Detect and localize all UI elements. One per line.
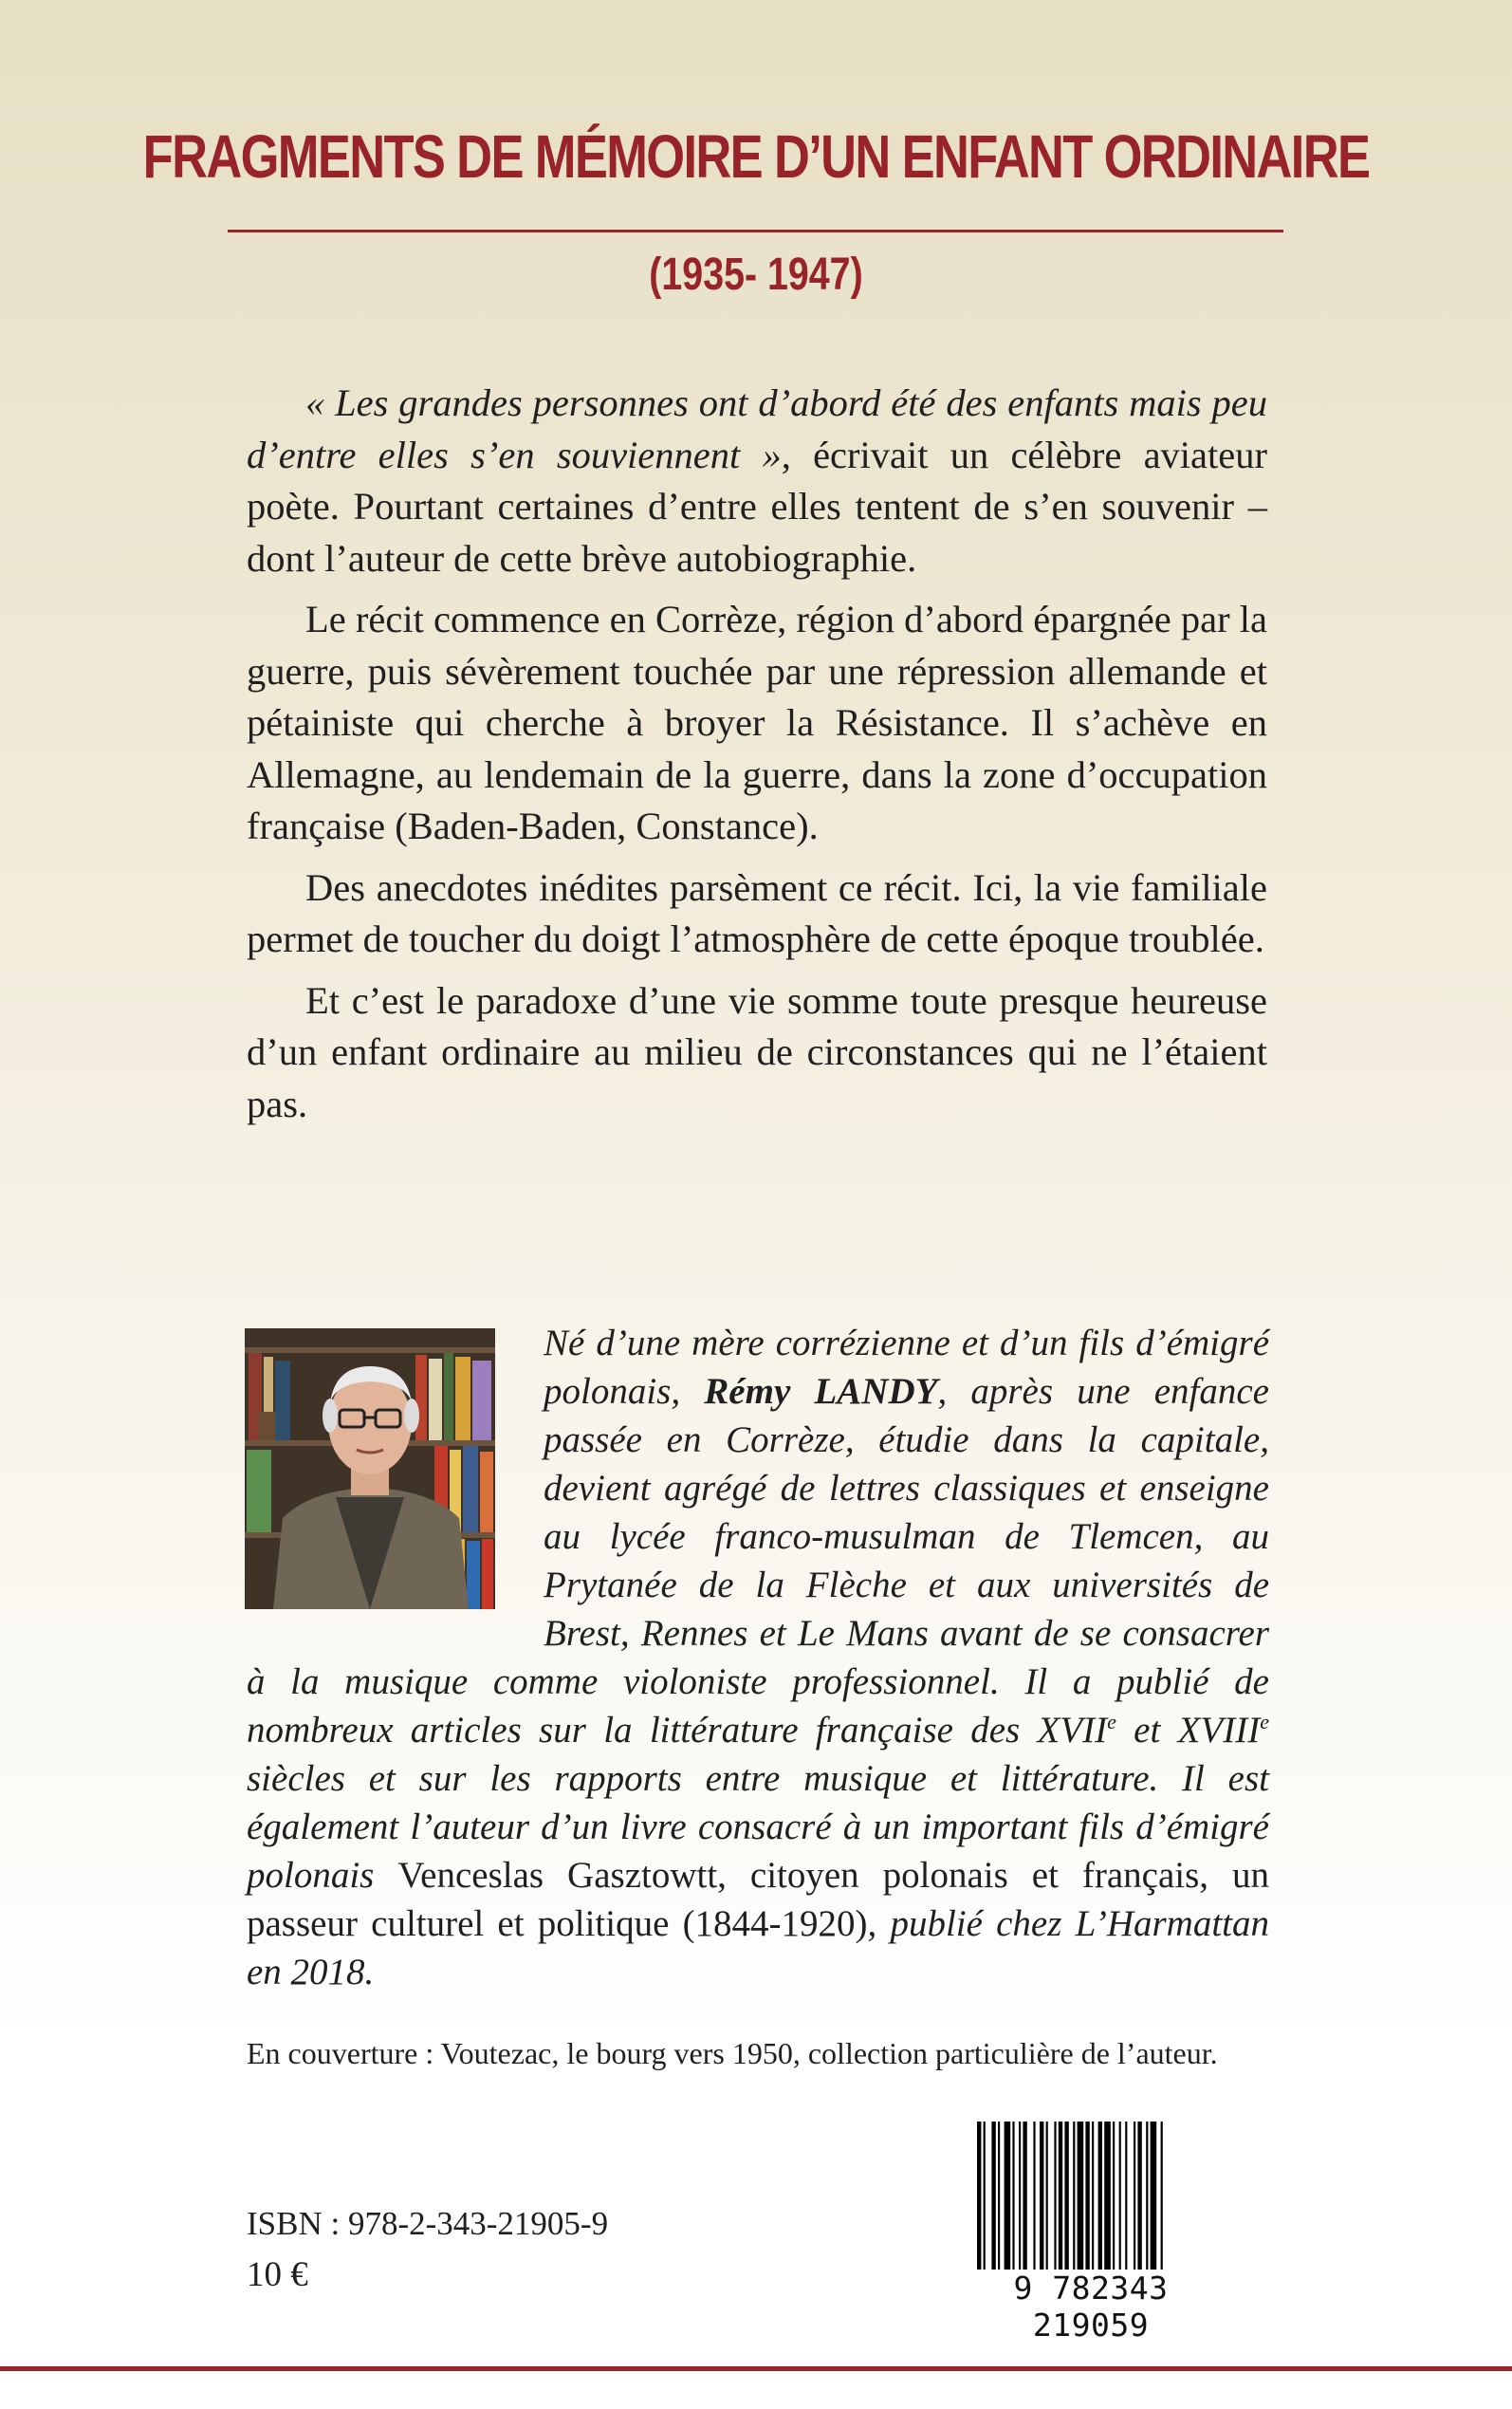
barcode-bar (1092, 2122, 1094, 2270)
barcode-bar (1054, 2122, 1056, 2270)
barcode-bar (1033, 2122, 1035, 2270)
barcode-bar (1059, 2122, 1062, 2270)
barcode-bar (1125, 2122, 1127, 2270)
century-superscript-2: e (1260, 1710, 1269, 1733)
barcode-bar (1073, 2122, 1075, 2270)
book-summary (247, 378, 1267, 1140)
barcode-bar (1151, 2122, 1157, 2270)
bio-text-2: , après une enfance passée en Corrèze, étudie dans la capitale, devient agrégé de lettres classiques et enseigne au lycée franco-musulman de Tlemcen, au Prytanée de la Flèche et aux universités de Brest, Rennes et Le Mans avant de se consacrer à la musique comme violoniste professionnel. Il a publié de nombreux articles sur la littérature française des XVII (247, 1371, 1269, 1751)
bottom-divider (0, 2366, 1512, 2371)
book-title: FRAGMENTS DE MÉMOIRE D’UN ENFANT ORDINAIRE (142, 122, 1370, 191)
barcode-bar (1085, 2122, 1089, 2270)
barcode-bar (1040, 2122, 1043, 2270)
isbn-number: ISBN : 978-2-343-21905-9 (247, 2205, 609, 2242)
barcode-bar (991, 2122, 995, 2270)
book-price: 10 € (247, 2255, 308, 2294)
barcode-bar (1005, 2122, 1011, 2270)
barcode-bar (1098, 2122, 1102, 2270)
barcode-bar (977, 2122, 981, 2270)
bio-text-3: et XVIII (1116, 1710, 1261, 1751)
book-years: (1935- 1947) (649, 250, 863, 300)
barcode-bar (1119, 2122, 1121, 2270)
summary-paragraph-1 (247, 378, 1267, 584)
barcode-bar (1046, 2122, 1048, 2270)
barcode-bar (1104, 2122, 1111, 2270)
barcode-bar (1012, 2122, 1014, 2270)
cover-photo-credit: En couverture : Voutezac, le bourg vers 1950, collection particulière de l’auteur. (247, 2036, 1218, 2070)
barcode-bar (1019, 2122, 1021, 2270)
bio-text-5: , publié chez L’Harmattan en 2018. (247, 1903, 1270, 1992)
barcode-bar (1134, 2122, 1135, 2270)
summary-paragraph-3: Des anecdotes inédites parsèment ce récit. Ici, la vie familiale permet de toucher du doigt l’atmosphère de cette époque troublée. (247, 865, 1267, 960)
summary-paragraph-4: Et c’est le paradoxe d’une vie somme toute presque heureuse d’un enfant ordinaire au milieu de circonstances qui ne l’étaient pas. (247, 978, 1267, 1125)
summary-paragraph-2: Le récit commence en Corrèze, région d’abord épargnée par la guerre, puis sévèrement touchée par une répression allemande et pétainiste qui cherche à broyer la Résistance. Il s’achève en Allemagne, au lendemain de la guerre, dans la zone d’occupation française (Baden-Baden, Constance). (247, 598, 1267, 847)
bio-book-title: Venceslas Gasztowtt, citoyen polonais et français, un passeur culturel et politique (1844-1920) (247, 1855, 1269, 1944)
barcode-bar (1078, 2122, 1084, 2270)
barcode-bar (1064, 2122, 1068, 2270)
barcode-bar (1023, 2122, 1026, 2270)
author-photo (245, 1328, 495, 1609)
barcode-bar (1113, 2122, 1115, 2270)
summary-quote: « Les grandes personnes ont d’abord été des enfants mais peu d’entre elles s’en souviennent » (247, 381, 1267, 476)
barcode-bar (1146, 2122, 1148, 2270)
barcode-bar (1161, 2122, 1163, 2270)
bio-text-1: Né d’une mère corrézienne et d’un fils d’émigré polonais, (544, 1323, 1269, 1412)
summary-p1-text: , écrivait un célèbre aviateur poète. Pourtant certaines d’entre elles tentent de s’en souvenir – dont l’auteur de cette brève autobiographie. (247, 433, 1267, 580)
barcode-bar (998, 2122, 1000, 2270)
bio-text-4: siècles et sur les rapports entre musique et littérature. Il est également l’auteur d’un livre consacré à un important fils d’émigré polonais (247, 1758, 1269, 1896)
title-divider (228, 230, 1283, 232)
barcode-bar (1137, 2122, 1141, 2270)
author-name: Rémy LANDY (704, 1371, 938, 1412)
barcode-bar (984, 2122, 986, 2270)
barcode-digits: 9 782343 219059 (949, 2270, 1233, 2344)
century-superscript-1: e (1107, 1710, 1116, 1733)
